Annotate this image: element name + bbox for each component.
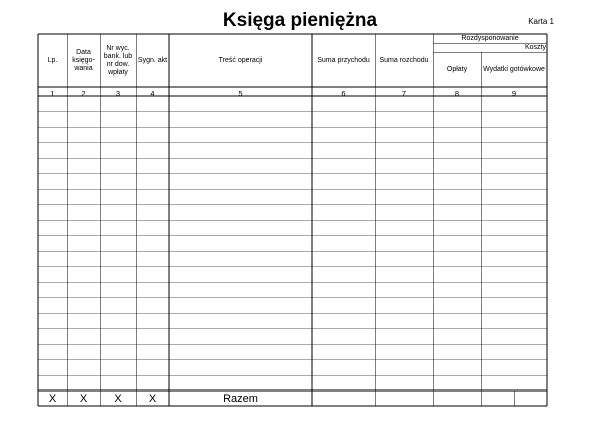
header-oplaty: Opłaty xyxy=(446,65,468,73)
header-suma-przychodu: Suma przychodu xyxy=(317,56,370,64)
footer-razem: Razem xyxy=(223,393,258,405)
header-suma-rozchodu: Suma rozchodu xyxy=(379,56,429,64)
col-number-8: 8 xyxy=(454,89,460,98)
card-label: Karta 1 xyxy=(528,17,554,26)
header-wydatki-gotowkowe: Wydatki gotówkowe xyxy=(483,65,545,73)
col-number-1: 1 xyxy=(50,89,55,98)
header-sygn-akt: Sygn. akt xyxy=(137,56,168,64)
col-number-4: 4 xyxy=(150,89,155,98)
footer-x-3: X xyxy=(114,393,122,405)
header-koszty: Koszty xyxy=(524,43,546,51)
col-number-2: 2 xyxy=(81,89,86,98)
col-number-3: 3 xyxy=(115,89,121,98)
footer-x-2: X xyxy=(79,393,88,405)
page-title: Księga pieniężna xyxy=(222,10,378,31)
header-nr-wyciagu-text: Nr wyc. bank. lub nr dow. wpłaty xyxy=(103,44,133,76)
header-lp: Lp. xyxy=(47,56,58,64)
col-number-7: 7 xyxy=(401,89,407,98)
col-number-9: 9 xyxy=(511,89,517,98)
footer-x-1: X xyxy=(48,393,57,405)
header-data-ksiegowania-text: Data księgo-wania xyxy=(72,48,95,72)
header-rozdysponowanie: Rozdysponowanie xyxy=(461,34,519,42)
header-tresc-operacji: Treść operacji xyxy=(218,56,263,64)
footer-x-4: X xyxy=(148,393,157,405)
col-number-5: 5 xyxy=(238,89,243,98)
col-number-6: 6 xyxy=(341,89,346,98)
